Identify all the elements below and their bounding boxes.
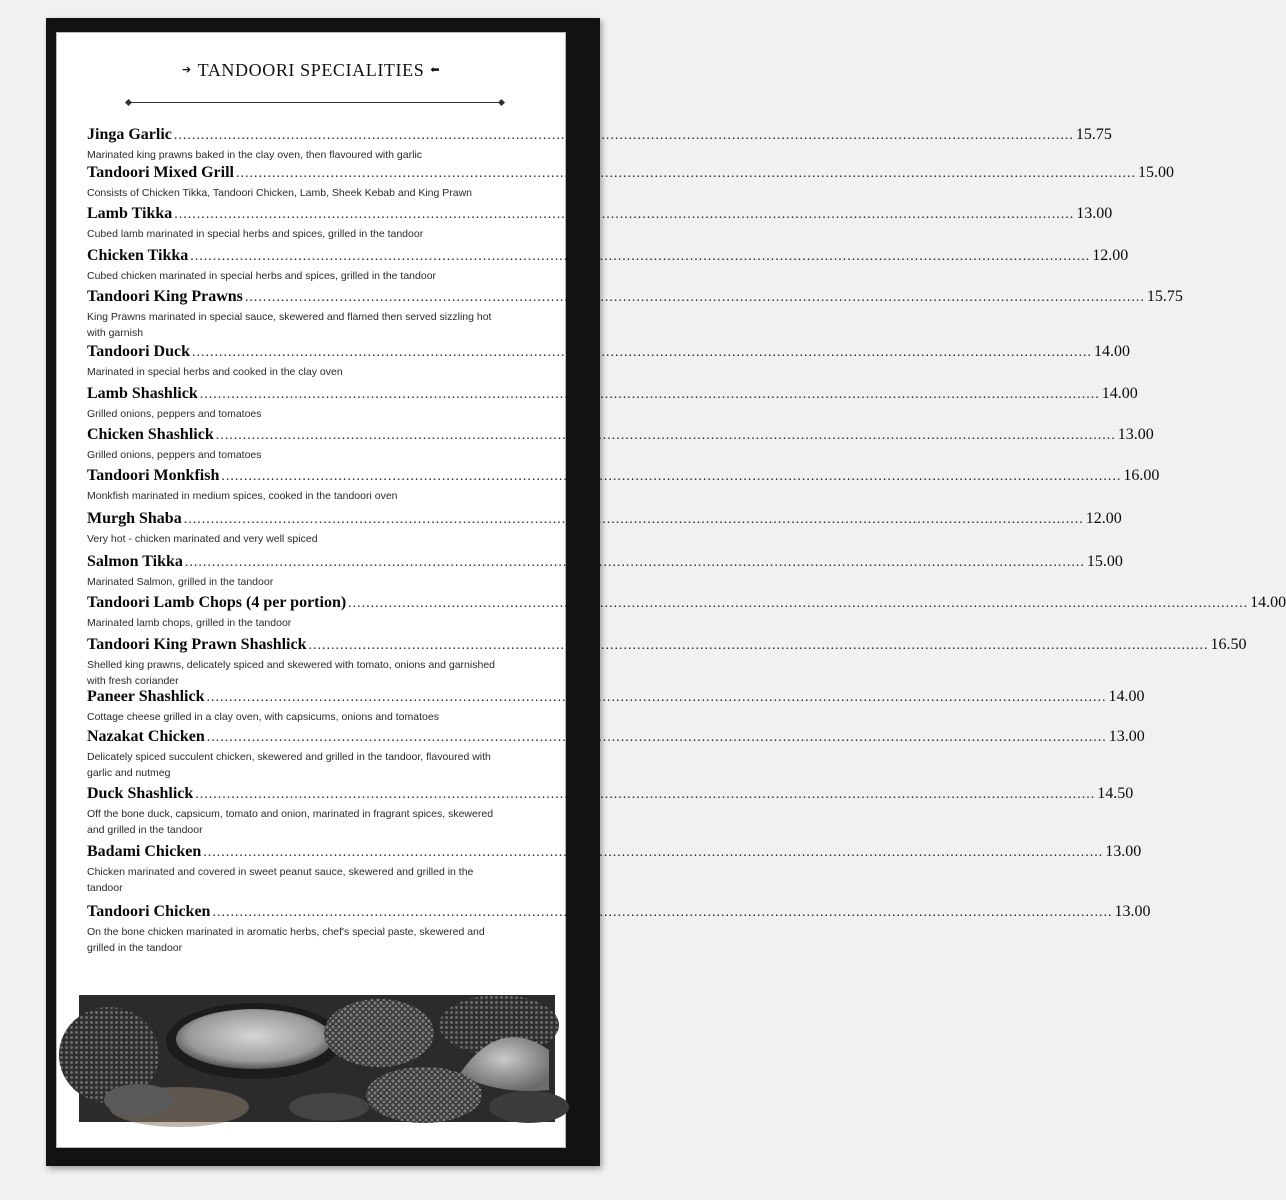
item-description: Chicken marinated and covered in sweet peanut sauce, skewered and grilled in the tandoor (87, 866, 474, 894)
menu-item-row (87, 247, 1129, 267)
menu-item (87, 594, 1286, 631)
item-price: 14.00 (1250, 594, 1286, 611)
item-name: Tandoori King Prawns (87, 288, 243, 305)
dot-leader: ........................................................................................................................................................................................................ (221, 469, 1122, 484)
menu-item (87, 843, 1142, 896)
item-name: Murgh Shaba (87, 510, 182, 527)
dot-leader: ........................................................................................................................................................................................................ (195, 787, 1096, 802)
item-price: 12.00 (1092, 247, 1129, 264)
item-name: Lamb Shashlick (87, 385, 198, 402)
dot-leader: ........................................................................................................................................................................................................ (235, 166, 1136, 181)
dot-leader: ........................................................................................................................................................................................................ (192, 345, 1092, 360)
menu-item (87, 553, 1123, 590)
menu-item-row (87, 636, 1247, 656)
menu-item (87, 164, 1174, 201)
dot-leader: ........................................................................................................................................................................................................ (348, 596, 1249, 611)
menu-item-row (87, 467, 1160, 487)
item-name: Duck Shashlick (87, 785, 194, 802)
menu-item (87, 205, 1113, 242)
item-price: 15.75 (1075, 126, 1112, 143)
item-description: Off the bone duck, capsicum, tomato and onion, marinated in fragrant spices, skewered and grilled in the tandoor (87, 808, 494, 836)
item-description: Grilled onions, peppers and tomatoes (87, 408, 262, 420)
item-price: 13.00 (1108, 728, 1145, 745)
dot-leader: ........................................................................................................................................................................................................ (212, 905, 1113, 920)
item-name: Badami Chicken (87, 843, 202, 860)
menu-item (87, 247, 1129, 284)
item-description: Marinated Salmon, grilled in the tandoor (87, 576, 274, 588)
dot-leader: ........................................................................................................................................................................................................ (244, 290, 1145, 305)
item-description: Grilled onions, peppers and tomatoes (87, 449, 262, 461)
menu-item-row (87, 164, 1174, 184)
dot-leader: ........................................................................................................................................................................................................ (173, 128, 1074, 143)
item-name: Tandoori Duck (87, 343, 190, 360)
menu-item (87, 385, 1138, 422)
menu-item-row (87, 903, 1151, 923)
menu-item-row (87, 843, 1142, 863)
dot-leader: ........................................................................................................................................................................................................ (215, 428, 1116, 443)
item-price: 12.00 (1085, 510, 1122, 527)
menu-item-row (87, 594, 1286, 614)
item-name: Tandoori Monkfish (87, 467, 220, 484)
spices-photo (79, 995, 555, 1122)
item-description: Delicately spiced succulent chicken, skewered and grilled in the tandoor, flavoured with garlic and nutmeg (87, 751, 491, 779)
menu-item (87, 688, 1145, 725)
dot-leader: ........................................................................................................................................................................................................ (190, 249, 1091, 264)
spices-photo-image (79, 995, 555, 1122)
item-name: Chicken Shashlick (87, 426, 214, 443)
menu-item (87, 126, 1112, 163)
item-name: Jinga Garlic (87, 126, 172, 143)
item-price: 14.00 (1108, 688, 1145, 705)
menu-item-row (87, 553, 1123, 573)
menu-title-text: TANDOORI SPECIALITIES (197, 60, 425, 80)
menu-item (87, 426, 1154, 463)
item-description: Marinated in special herbs and cooked in the clay oven (87, 366, 343, 378)
menu-item (87, 510, 1122, 547)
item-price: 13.00 (1114, 903, 1151, 920)
dot-leader: ........................................................................................................................................................................................................ (203, 845, 1104, 860)
item-name: Chicken Tikka (87, 247, 189, 264)
item-description: On the bone chicken marinated in aromatic herbs, chef's special paste, skewered and grilled in the tandoor (87, 926, 485, 954)
item-name: Salmon Tikka (87, 553, 183, 570)
dot-leader: ........................................................................................................................................................................................................ (199, 387, 1100, 402)
item-price: 14.50 (1097, 785, 1134, 802)
item-price: 13.00 (1105, 843, 1142, 860)
item-name: Tandoori King Prawn Shashlick (87, 636, 307, 653)
menu-item-row (87, 288, 1183, 308)
item-description: Cubed lamb marinated in special herbs and spices, grilled in the tandoor (87, 228, 424, 240)
menu-item (87, 288, 1183, 341)
item-price: 16.00 (1123, 467, 1160, 484)
item-price: 16.50 (1210, 636, 1247, 653)
dot-leader: ........................................................................................................................................................................................................ (206, 730, 1107, 745)
item-name: Lamb Tikka (87, 205, 173, 222)
item-description: Very hot - chicken marinated and very well spiced (87, 533, 318, 545)
menu-item-row (87, 126, 1112, 146)
menu-item-row (87, 426, 1154, 446)
item-name: Paneer Shashlick (87, 688, 205, 705)
item-price: 15.00 (1137, 164, 1174, 181)
item-name: Tandoori Mixed Grill (87, 164, 234, 181)
item-price: 13.00 (1076, 205, 1113, 222)
item-price: 15.00 (1086, 553, 1123, 570)
menu-item-row (87, 205, 1113, 225)
menu-item (87, 467, 1160, 504)
dot-leader: ........................................................................................................................................................................................................ (174, 207, 1075, 222)
item-price: 13.00 (1117, 426, 1154, 443)
menu-item-row (87, 343, 1130, 363)
menu-item (87, 343, 1130, 380)
item-description: Consists of Chicken Tikka, Tandoori Chicken, Lamb, Sheek Kebab and King Prawn (87, 187, 473, 199)
item-description: Shelled king prawns, delicately spiced and skewered with tomato, onions and garnished with fresh coriander (87, 659, 495, 687)
item-description: Monkfish marinated in medium spices, cooked in the tandoori oven (87, 490, 398, 502)
item-price: 14.00 (1094, 343, 1130, 360)
menu-item (87, 903, 1151, 956)
menu-item-row (87, 785, 1134, 805)
menu-item-row (87, 510, 1122, 530)
menu-card (56, 32, 1286, 1148)
menu-item-row (87, 385, 1138, 405)
menu-items (57, 33, 1286, 1147)
menu-item-row (87, 688, 1145, 708)
menu-item (87, 785, 1134, 838)
dot-leader: ........................................................................................................................................................................................................ (308, 638, 1209, 653)
item-description: Cottage cheese grilled in a clay oven, with capsicums, onions and tomatoes (87, 711, 439, 723)
menu-item-row (87, 728, 1145, 748)
item-description: Cubed chicken marinated in special herbs and spices, grilled in the tandoor (87, 270, 437, 282)
item-description: Marinated lamb chops, grilled in the tandoor (87, 617, 292, 629)
item-description: King Prawns marinated in special sauce, skewered and flamed then served sizzling hot with garnish (87, 311, 492, 339)
item-name: Tandoori Chicken (87, 903, 211, 920)
item-price: 15.75 (1146, 288, 1183, 305)
dot-leader: ........................................................................................................................................................................................................ (184, 555, 1085, 570)
menu-item (87, 636, 1247, 689)
arrow-right-icon: ➔ (181, 63, 192, 76)
dot-leader: ........................................................................................................................................................................................................ (206, 690, 1107, 705)
dot-leader: ........................................................................................................................................................................................................ (183, 512, 1084, 527)
item-description: Marinated king prawns baked in the clay oven, then flavoured with garlic (87, 149, 423, 161)
menu-item (87, 728, 1145, 781)
arrow-left-icon: ⬅ (430, 63, 441, 76)
item-name: Tandoori Lamb Chops (4 per portion) (87, 594, 347, 611)
item-price: 14.00 (1101, 385, 1138, 402)
item-name: Nazakat Chicken (87, 728, 205, 745)
